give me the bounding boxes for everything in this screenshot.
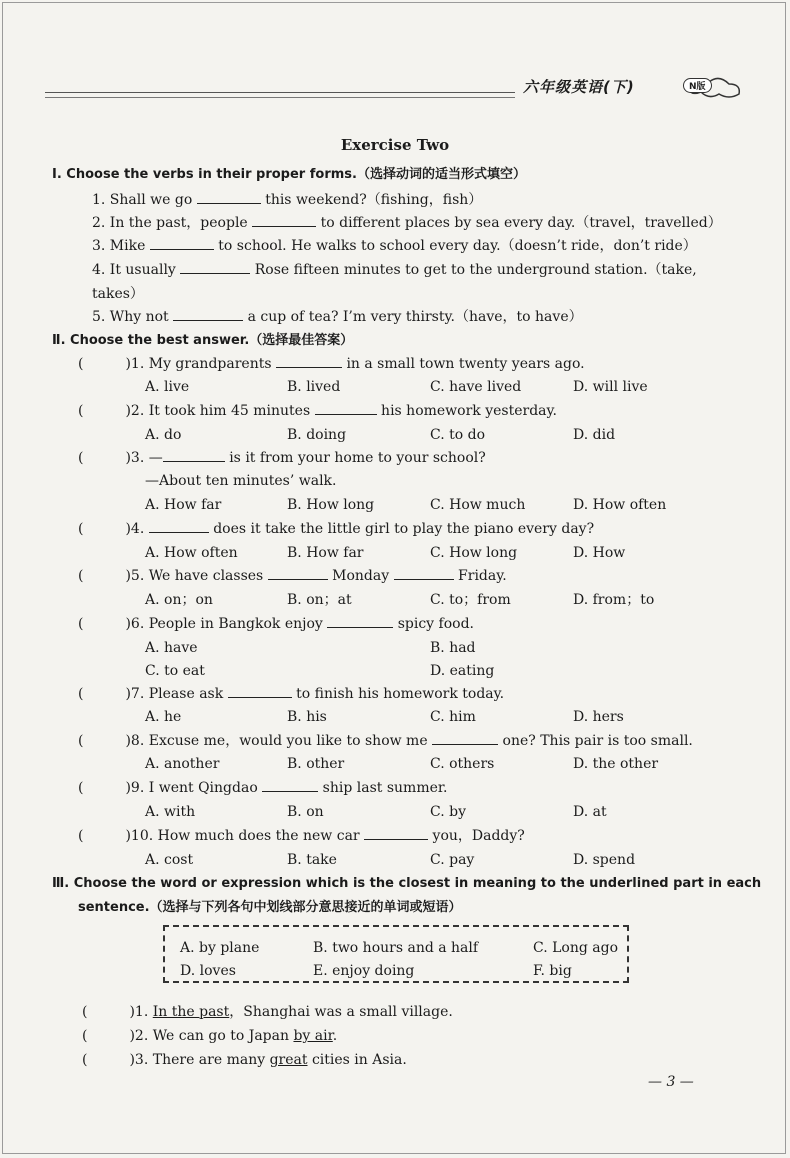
s2-q8-option: A. another xyxy=(145,756,220,772)
s1-question-4: 4. It usually Rose fifteen minutes to get to the underground station.（take, xyxy=(92,262,697,278)
section-3-heading: Ⅲ. Choose the word or expression which is the closest in meaning to the underlined part in each xyxy=(52,876,762,891)
s2-q4-option: C. How long xyxy=(430,545,518,561)
header-rule xyxy=(45,97,515,98)
underlined-phrase: In the past xyxy=(152,1004,230,1020)
word-bank-item: C. Long ago xyxy=(533,940,619,956)
s2-q6-option: D. eating xyxy=(430,663,495,679)
s2-q2-option: C. to do xyxy=(430,427,486,443)
page-number: — 3 — xyxy=(648,1074,694,1090)
s2-q1-option: D. will live xyxy=(573,379,648,395)
s2-q2-option: D. did xyxy=(573,427,616,443)
s2-q2: ( )2. It took him 45 minutes his homework yesterday. xyxy=(78,403,558,419)
running-header xyxy=(45,70,745,110)
s2-q2-option: A. do xyxy=(145,427,182,443)
s2-q4-option: A. How often xyxy=(145,545,238,561)
s2-q1: ( )1. My grandparents in a small town twenty years ago. xyxy=(78,356,585,372)
s2-q8-option: D. the other xyxy=(573,756,659,772)
s2-q7-option: D. hers xyxy=(573,709,624,725)
word-bank-item: F. big xyxy=(533,963,572,979)
section-1-heading: Ⅰ. Choose the verbs in their proper forms.（选择动词的适当形式填空） xyxy=(52,167,526,182)
s3-q2: ( )2. We can go to Japan by air. xyxy=(82,1028,338,1044)
s2-q1-option: C. have lived xyxy=(430,379,522,395)
s3-q3: ( )3. There are many great cities in Asia. xyxy=(82,1052,407,1068)
s2-q6-option: A. have xyxy=(145,640,198,656)
word-bank-item: A. by plane xyxy=(180,940,260,956)
s2-q7-option: B. his xyxy=(287,709,327,725)
s2-q3-reply: —About ten minutes’ walk. xyxy=(145,473,337,489)
s2-q5: ( )5. We have classes Monday Friday. xyxy=(78,568,507,584)
s2-q7-option: C. him xyxy=(430,709,476,725)
s2-q3-option: C. How much xyxy=(430,497,526,513)
s2-q8: ( )8. Excuse me，would you like to show me one? This pair is too small. xyxy=(78,733,693,749)
s2-q3-option: D. How often xyxy=(573,497,667,513)
s2-q10-option: B. take xyxy=(287,852,337,868)
s3-q1: ( )1. In the past，Shanghai was a small village. xyxy=(82,1004,453,1020)
word-bank-item: B. two hours and a half xyxy=(313,940,479,956)
s2-q5-option: D. from；to xyxy=(573,592,655,608)
s2-q3: ( )3. — is it from your home to your school? xyxy=(78,450,486,466)
s2-q4-option: B. How far xyxy=(287,545,364,561)
s1-question-4-cont: takes） xyxy=(92,286,144,302)
s2-q10-option: A. cost xyxy=(145,852,194,868)
underlined-phrase: by air xyxy=(293,1028,333,1044)
section-3-heading-cont: sentence.（选择与下列各句中划线部分意思接近的单词或短语） xyxy=(78,900,462,915)
s2-q2-option: B. doing xyxy=(287,427,347,443)
s2-q1-option: B. lived xyxy=(287,379,341,395)
s1-question-2: 2. In the past，people to different places by sea every day.（travel，travelled） xyxy=(92,215,722,231)
s2-q5-option: B. on；at xyxy=(287,592,352,608)
s2-q8-option: B. other xyxy=(287,756,345,772)
s2-q4: ( )4. does it take the little girl to play the piano every day? xyxy=(78,521,595,537)
word-bank-item: E. enjoy doing xyxy=(313,963,415,979)
s2-q5-option: A. on；on xyxy=(145,592,213,608)
s1-question-5: 5. Why not a cup of tea? I’m very thirsty.（have，to have） xyxy=(92,309,583,325)
s2-q6: ( )6. People in Bangkok enjoy spicy food. xyxy=(78,616,474,632)
s2-q9-option: C. by xyxy=(430,804,466,820)
s1-question-1: 1. Shall we go this weekend?（fishing，fish） xyxy=(92,192,483,208)
s2-q9: ( )9. I went Qingdao ship last summer. xyxy=(78,780,448,796)
s2-q8-option: C. others xyxy=(430,756,495,772)
s2-q3-option: A. How far xyxy=(145,497,222,513)
edition-badge: N版 xyxy=(683,78,712,93)
page-title: Exercise Two xyxy=(340,136,450,154)
s2-q3-option: B. How long xyxy=(287,497,375,513)
s2-q6-option: B. had xyxy=(430,640,476,656)
s2-q10-option: C. pay xyxy=(430,852,475,868)
section-2-heading: Ⅱ. Choose the best answer.（选择最佳答案） xyxy=(52,333,354,348)
s2-q7-option: A. he xyxy=(145,709,182,725)
underlined-phrase: great xyxy=(269,1052,308,1068)
word-bank-item: D. loves xyxy=(180,963,236,979)
header-rule xyxy=(45,92,515,93)
s1-question-3: 3. Mike to school. He walks to school every day.（doesn’t ride，don’t ride） xyxy=(92,238,697,254)
s2-q9-option: D. at xyxy=(573,804,607,820)
s2-q9-option: A. with xyxy=(145,804,196,820)
s2-q10: ( )10. How much does the new car you，Daddy? xyxy=(78,828,525,844)
s2-q1-option: A. live xyxy=(145,379,190,395)
s2-q10-option: D. spend xyxy=(573,852,636,868)
s2-q9-option: B. on xyxy=(287,804,324,820)
s2-q7: ( )7. Please ask to finish his homework today. xyxy=(78,686,505,702)
s2-q6-option: C. to eat xyxy=(145,663,205,679)
s2-q5-option: C. to；from xyxy=(430,592,511,608)
header-title: 六年级英语(下) xyxy=(523,78,635,96)
s2-q4-option: D. How xyxy=(573,545,626,561)
